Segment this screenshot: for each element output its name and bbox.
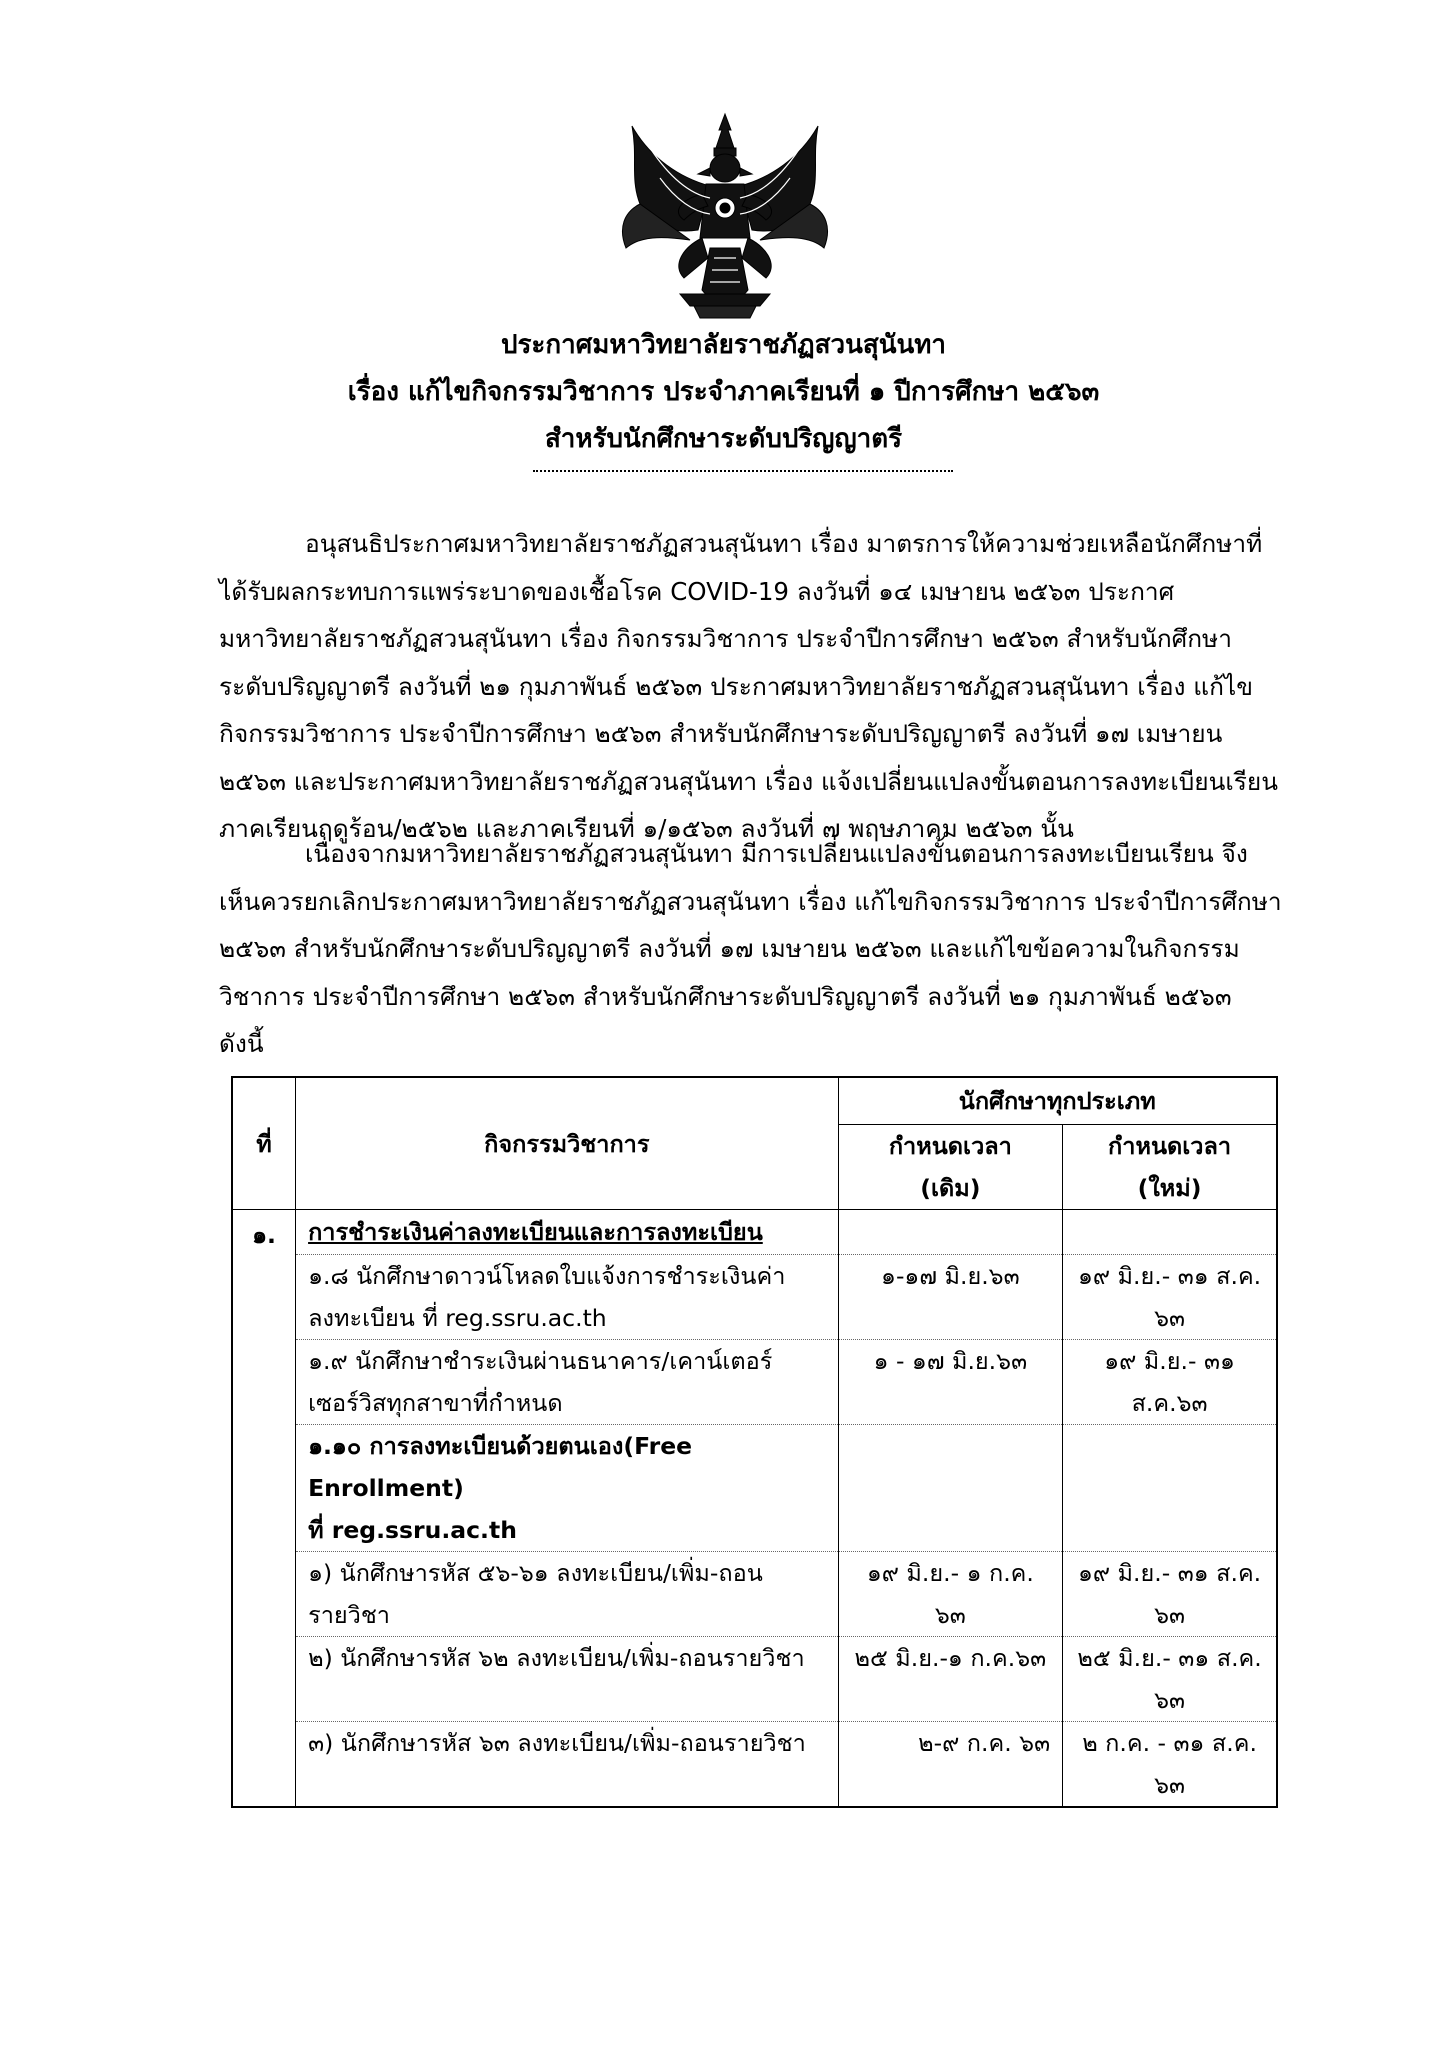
old-date-cell: ๒๕ มิ.ย.-๑ ก.ค.๖๓: [838, 1637, 1063, 1722]
header-new-line2: (ใหม่): [1137, 1174, 1202, 1202]
activity-line: ที่ reg.ssru.ac.th: [308, 1516, 517, 1544]
announcement-subject: เรื่อง แก้ไขกิจกรรมวิชาการ ประจำภาคเรียนที่ ๑ ปีการศึกษา ๒๕๖๓: [347, 377, 1100, 407]
header-activity: กิจกรรมวิชาการ: [296, 1077, 838, 1210]
table-row: [232, 1552, 1277, 1637]
garuda-emblem-icon: [610, 108, 840, 323]
activity-line: ลงทะเบียน ที่ reg.ssru.ac.th: [308, 1304, 607, 1332]
header-old-line2: (เดิม): [920, 1174, 981, 1202]
table-row: [232, 1425, 1277, 1552]
new-date-cell: [1063, 1340, 1277, 1425]
paragraph-line: อนุสนธิประกาศมหาวิทยาลัยราชภัฏสวนสุนันทา เรื่อง มาตรการให้ความช่วยเหลือนักศึกษาที่: [305, 529, 1263, 558]
paragraph-line: ได้รับผลกระทบการแพร่ระบาดของเชื้อโรค COVID-19 ลงวันที่ ๑๔ เมษายน ๒๕๖๓ ประกาศ: [219, 576, 1175, 606]
date-line: ๑๙ มิ.ย.- ๑ ก.ค.: [866, 1559, 1034, 1587]
paragraph-line: กิจกรรมวิชาการ ประจำปีการศึกษา ๒๕๖๓ สำหรับนักศึกษาระดับปริญญาตรี ลงวันที่ ๑๗ เมษายน: [219, 719, 1223, 748]
paragraph-reference: [219, 520, 1278, 853]
table-row: [232, 1255, 1277, 1340]
new-date-cell: [1063, 1255, 1277, 1340]
dotted-divider: [533, 470, 953, 472]
paragraph-line: ๒๕๖๓ และประกาศมหาวิทยาลัยราชภัฏสวนสุนันทา เรื่อง แจ้งเปลี่ยนแปลงขั้นตอนการลงทะเบียนเรียน: [219, 766, 1278, 796]
activity-cell: [296, 1425, 838, 1552]
header-no: ที่: [232, 1077, 296, 1210]
table-row: [232, 1722, 1277, 1808]
date-line: ๖๓: [934, 1601, 966, 1629]
date-line: ๒๕ มิ.ย.- ๓๑ ส.ค.: [1077, 1644, 1262, 1672]
date-line: ๖๓: [1154, 1686, 1186, 1714]
paragraph-line: ดังนี้: [219, 1029, 264, 1058]
old-date-cell: ๑-๑๗ มิ.ย.๖๓: [838, 1255, 1063, 1340]
activity-line: ๑.๙ นักศึกษาชำระเงินผ่านธนาคาร/เคาน์เตอร์: [308, 1347, 773, 1375]
activity-line: ๑.๘ นักศึกษาดาวน์โหลดใบแจ้งการชำระเงินค่า: [308, 1262, 786, 1290]
date-line: ๒ ก.ค. - ๓๑ ส.ค.: [1082, 1729, 1257, 1757]
paragraph-line: ภาคเรียนฤดูร้อน/๒๕๖๒ และภาคเรียนที่ ๑/๑๕๖๓ ลงวันที่ ๗ พฤษภาคม ๒๕๖๓ นั้น: [219, 814, 1074, 843]
section-row: [232, 1210, 1277, 1255]
empty-cell: [838, 1425, 1063, 1552]
old-date-cell: ๒-๙ ก.ค. ๖๓: [838, 1722, 1063, 1808]
date-line: ๑๙ มิ.ย.- ๓๑ ส.ค.: [1077, 1262, 1262, 1290]
date-line: ๑๙ มิ.ย.- ๓๑ ส.ค.: [1077, 1559, 1262, 1587]
old-date-cell: [838, 1552, 1063, 1637]
paragraph-line: เนื่องจากมหาวิทยาลัยราชภัฏสวนสุนันทา มีการเปลี่ยนแปลงขั้นตอนการลงทะเบียนเรียน จึง: [305, 839, 1248, 868]
date-line: ๖๓: [1154, 1304, 1186, 1332]
paragraph-reason: [219, 830, 1282, 1068]
new-date-cell: [1063, 1637, 1277, 1722]
paragraph-line: ระดับปริญญาตรี ลงวันที่ ๒๑ กุมภาพันธ์ ๒๕๖๓ ประกาศมหาวิทยาลัยราชภัฏสวนสุนันทา เรื่อง แก้ไข: [219, 671, 1253, 701]
paragraph-line: มหาวิทยาลัยราชภัฏสวนสุนันทา เรื่อง กิจกรรมวิชาการ ประจำปีการศึกษา ๒๕๖๓ สำหรับนักศึกษา: [219, 624, 1232, 653]
date-line: ๖๓: [1154, 1601, 1186, 1629]
header-old-schedule: [838, 1125, 1063, 1210]
activity-cell: ๓) นักศึกษารหัส ๖๓ ลงทะเบียน/เพิ่ม-ถอนรายวิชา: [296, 1722, 838, 1808]
empty-cell: [838, 1210, 1063, 1255]
new-date-cell: [1063, 1722, 1277, 1808]
date-line: ส.ค.๖๓: [1131, 1389, 1208, 1417]
table-row: [232, 1637, 1277, 1722]
activity-cell: [296, 1255, 838, 1340]
date-line: ๖๓: [1154, 1771, 1186, 1799]
new-date-cell: [1063, 1552, 1277, 1637]
table-header-row: [232, 1077, 1277, 1125]
paragraph-line: เห็นควรยกเลิกประกาศมหาวิทยาลัยราชภัฏสวนสุนันทา เรื่อง แก้ไขกิจกรรมวิชาการ ประจำปีการศึกษา: [219, 886, 1282, 916]
header-new-line1: กำหนดเวลา: [1108, 1132, 1232, 1160]
header-old-line1: กำหนดเวลา: [888, 1132, 1012, 1160]
announcement-title: ประกาศมหาวิทยาลัยราชภัฏสวนสุนันทา: [500, 330, 947, 360]
empty-cell: [1063, 1425, 1277, 1552]
activity-cell: ๒) นักศึกษารหัส ๖๒ ลงทะเบียน/เพิ่ม-ถอนรายวิชา: [296, 1637, 838, 1722]
section-title: การชำระเงินค่าลงทะเบียนและการลงทะเบียน: [296, 1210, 838, 1255]
header-new-schedule: [1063, 1125, 1277, 1210]
header-student-group: นักศึกษาทุกประเภท: [838, 1077, 1277, 1125]
activity-line: ๑.๑๐ การลงทะเบียนด้วยตนเอง(Free Enrollment): [308, 1432, 693, 1502]
paragraph-line: วิชาการ ประจำปีการศึกษา ๒๕๖๓ สำหรับนักศึกษาระดับปริญญาตรี ลงวันที่ ๒๑ กุมภาพันธ์ ๒๕๖๓: [219, 981, 1232, 1011]
activity-cell: ๑) นักศึกษารหัส ๕๖-๖๑ ลงทะเบียน/เพิ่ม-ถอนรายวิชา: [296, 1552, 838, 1637]
paragraph-line: ๒๕๖๓ สำหรับนักศึกษาระดับปริญญาตรี ลงวันที่ ๑๗ เมษายน ๒๕๖๓ และแก้ไขข้อความในกิจกรรม: [219, 934, 1240, 963]
table-row: [232, 1340, 1277, 1425]
old-date-cell: ๑ - ๑๗ มิ.ย.๖๓: [838, 1340, 1063, 1425]
date-line: ๑๙ มิ.ย.- ๓๑: [1104, 1347, 1235, 1375]
activity-line: เซอร์วิสทุกสาขาที่กำหนด: [308, 1389, 563, 1417]
empty-cell: [1063, 1210, 1277, 1255]
announcement-audience: สำหรับนักศึกษาระดับปริญญาตรี: [544, 424, 903, 454]
section-number: ๑.: [252, 1221, 276, 1249]
schedule-table: [231, 1076, 1278, 1808]
activity-cell: [296, 1340, 838, 1425]
